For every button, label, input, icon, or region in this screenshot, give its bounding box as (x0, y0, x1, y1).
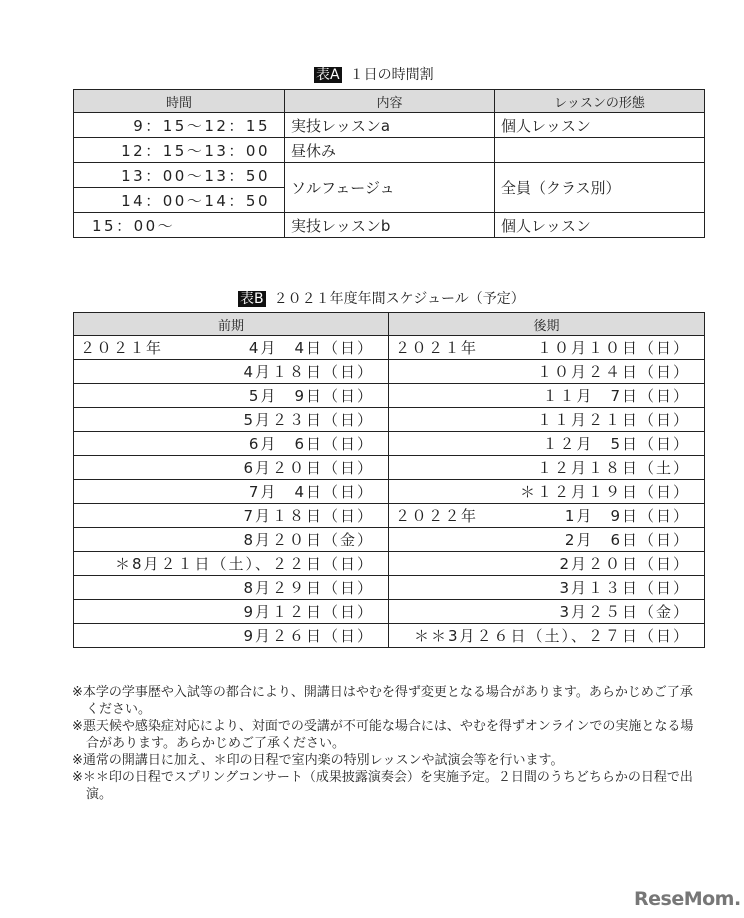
date-label: １１月２１日（日） (536, 411, 690, 429)
year-label: ２０２１年 (395, 339, 478, 357)
date-label: １１月 7日（日） (542, 387, 690, 405)
header-time: 時間 (74, 90, 285, 113)
format-cell: 個人レッスン (495, 113, 705, 138)
date-label: 2月２０日（日） (559, 555, 690, 573)
table-row (74, 408, 705, 432)
table-a-title: １日の時間割 (349, 67, 434, 83)
table-a-tag: 表A (316, 67, 340, 83)
header-format: レッスンの形態 (495, 90, 705, 113)
time-cell: 15：00〜 (74, 213, 285, 238)
date-label: 5月２３日（日） (243, 411, 374, 429)
date-label: 9月２６日（日） (243, 627, 374, 645)
header-content: 内容 (285, 90, 495, 113)
table-row (74, 576, 705, 600)
table-row (74, 432, 705, 456)
second-term-cell (389, 360, 705, 384)
table-row (74, 163, 705, 188)
second-term-cell (389, 336, 705, 360)
first-term-cell (74, 360, 389, 384)
date-label: 1月 9日（日） (564, 507, 690, 525)
first-term-cell (74, 408, 389, 432)
table-header-row (74, 90, 705, 113)
table-header-row (74, 313, 705, 336)
time-cell: 13：00〜13：50 (74, 163, 285, 188)
table-row (74, 456, 705, 480)
year-label: ２０２２年 (395, 507, 478, 525)
date-label: １０月１０日（日） (536, 339, 690, 357)
date-label: 8月２０日（金） (243, 531, 374, 549)
second-term-cell (389, 624, 705, 648)
note: ※通常の開講日に加え、＊印の日程で室内楽の特別レッスンや試演会等を行います。 (72, 753, 564, 768)
first-term-cell (74, 480, 389, 504)
time-cell: 12：15〜13：00 (74, 138, 285, 163)
table-row (74, 360, 705, 384)
table-row (74, 113, 705, 138)
notes (72, 684, 702, 803)
table-row (74, 528, 705, 552)
second-term-cell (389, 600, 705, 624)
second-term-cell (389, 456, 705, 480)
second-term-cell (389, 384, 705, 408)
date-label: 6月２０日（日） (243, 459, 374, 477)
time-cell: 14：00〜14：50 (74, 188, 285, 213)
table-row (74, 336, 705, 360)
year-label: ２０２１年 (80, 339, 163, 357)
date-label: 4月 4日（日） (248, 339, 374, 357)
table-row (74, 138, 705, 163)
first-term-cell (74, 576, 389, 600)
second-term-cell (389, 432, 705, 456)
table-row (74, 600, 705, 624)
date-label: 9月１２日（日） (243, 603, 374, 621)
second-term-cell (389, 504, 705, 528)
daily-timetable (73, 89, 705, 238)
content-cell: 実技レッスンa (285, 113, 495, 138)
second-term-cell (389, 528, 705, 552)
note: ※＊＊印の日程でスプリングコンサート（成果披露演奏会）を実施予定。２日間のうちどちらかの日程で出演。 (72, 770, 693, 802)
table-b-title: ２０２１年度年間スケジュール（予定） (273, 291, 525, 307)
date-label: １０月２４日（日） (536, 363, 690, 381)
first-term-cell (74, 384, 389, 408)
date-label: 7月 4日（日） (248, 483, 374, 501)
format-cell (495, 138, 705, 163)
second-term-cell (389, 480, 705, 504)
first-term-cell (74, 456, 389, 480)
header-first-term: 前期 (74, 313, 389, 336)
second-term-cell (389, 552, 705, 576)
table-row (74, 213, 705, 238)
table-row (74, 480, 705, 504)
date-label: 4月１８日（日） (243, 363, 374, 381)
date-label: 2月 6日（日） (564, 531, 690, 549)
format-cell: 全員（クラス別） (495, 163, 705, 213)
content-cell: ソルフェージュ (285, 163, 495, 213)
first-term-cell (74, 624, 389, 648)
second-term-cell (389, 408, 705, 432)
table-row (74, 552, 705, 576)
date-label: ＊8月２１日（土）、２２日（日） (114, 555, 374, 573)
second-term-cell (389, 576, 705, 600)
note: ※本学の学事歴や入試等の都合により、開講日はやむを得ず変更となる場合があります。あらかじめご了承ください。 (72, 685, 693, 717)
date-label: ＊１２月１９日（日） (519, 483, 690, 501)
first-term-cell (74, 504, 389, 528)
content-cell: 実技レッスンb (285, 213, 495, 238)
first-term-cell (74, 552, 389, 576)
date-label: 6月 6日（日） (248, 435, 374, 453)
date-label: 7月１８日（日） (243, 507, 374, 525)
date-label: 3月１３日（日） (559, 579, 690, 597)
first-term-cell (74, 600, 389, 624)
content-cell: 昼休み (285, 138, 495, 163)
table-b-tag: 表B (240, 291, 264, 307)
first-term-cell (74, 528, 389, 552)
format-cell: 個人レッスン (495, 213, 705, 238)
date-label: 8月２９日（日） (243, 579, 374, 597)
first-term-cell (74, 432, 389, 456)
header-second-term: 後期 (389, 313, 705, 336)
table-row (74, 384, 705, 408)
date-label: １２月１８日（土） (536, 459, 690, 477)
date-label: １２月 5日（日） (542, 435, 690, 453)
first-term-cell (74, 336, 389, 360)
note: ※悪天候や感染症対応により、対面での受講が不可能な場合には、やむを得ずオンラインでの実施となる場合があります。あらかじめご了承ください。 (72, 719, 694, 751)
table-a-caption (314, 66, 434, 84)
date-label: ＊＊3月２６日（土）、２７日（日） (413, 627, 690, 645)
date-label: 3月２５日（金） (559, 603, 690, 621)
resemom-logo: ReseMom. (634, 888, 741, 910)
date-label: 5月 9日（日） (248, 387, 374, 405)
table-row (74, 504, 705, 528)
table-b-caption (238, 290, 525, 308)
annual-schedule (73, 312, 705, 648)
time-cell: 9：15〜12：15 (74, 113, 285, 138)
table-row (74, 624, 705, 648)
